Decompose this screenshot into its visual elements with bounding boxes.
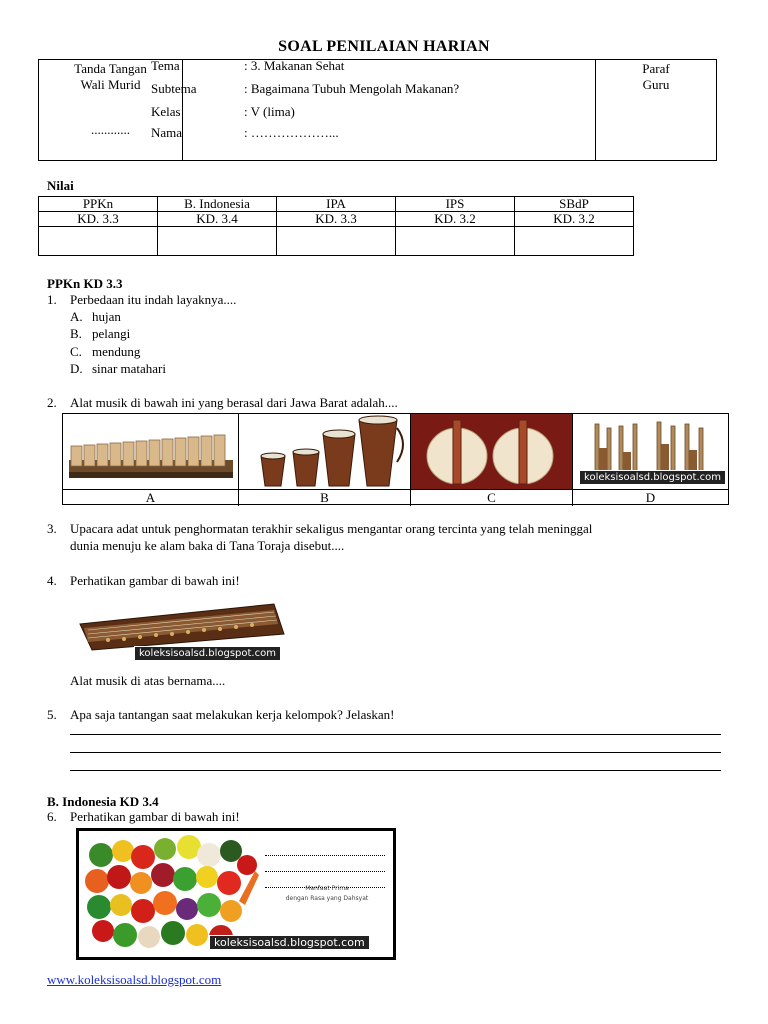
watermark-text: koleksisoalsd.blogspot.com [579, 470, 726, 485]
question-number: 3. [47, 521, 57, 536]
xylophone-image [63, 414, 239, 489]
instrument-label-row [63, 489, 728, 506]
score-entry-cell[interactable] [158, 227, 277, 256]
watermark-text: koleksisoalsd.blogspot.com [134, 646, 281, 661]
kd-cell: KD. 3.3 [39, 212, 158, 227]
parent-signature-label-1: Tanda Tangan [74, 61, 147, 76]
question-text: Perbedaan itu indah layaknya.... [70, 292, 237, 307]
question-text: Alat musik di bawah ini yang berasal dari Jawa Barat adalah.... [70, 395, 398, 410]
subject-row [39, 197, 634, 212]
info-value: : ………………... [244, 125, 339, 140]
instrument-image-d [573, 414, 728, 489]
section-ppkn-heading: PPKn KD 3.3 [47, 276, 123, 291]
answer-dotted-line[interactable] [265, 845, 385, 856]
nilai-label: Nilai [47, 178, 74, 193]
info-value: : V (lima) [244, 104, 295, 119]
question-text: Perhatikan gambar di bawah ini! [70, 573, 240, 588]
instrument-image-c [411, 414, 573, 489]
instrument-images-table [62, 413, 729, 505]
page-title: SOAL PENILAIAN HARIAN [278, 38, 490, 55]
subject-cell: IPS [396, 197, 515, 212]
footer-blog-link[interactable]: www.koleksisoalsd.blogspot.com [47, 972, 222, 987]
teacher-initial-label-2: Guru [642, 77, 670, 92]
subject-cell: SBdP [515, 197, 634, 212]
subject-cell: PPKn [39, 197, 158, 212]
question-number: 4. [47, 573, 57, 588]
subject-cell: B. Indonesia [158, 197, 277, 212]
question-text: Apa saja tantangan saat melakukan kerja kelompok? Jelaskan! [70, 707, 395, 722]
info-label: Subtema [151, 81, 197, 96]
score-entry-cell[interactable] [277, 227, 396, 256]
teacher-initial-cell [595, 60, 716, 161]
instrument-image-a [63, 414, 239, 489]
option-text: pelangi [92, 326, 131, 341]
option-text: mendung [92, 344, 141, 359]
question-text: dunia menuju ke alam baka di Tana Toraja disebut.... [70, 538, 345, 553]
info-label: Kelas [151, 104, 181, 119]
score-entry-row [39, 227, 634, 256]
section-bindonesia-heading: B. Indonesia KD 3.4 [47, 794, 159, 809]
option-text: sinar matahari [92, 361, 166, 376]
option-letter: D. [70, 361, 83, 376]
kd-row [39, 212, 634, 227]
subject-cell: IPA [277, 197, 396, 212]
question-number: 1. [47, 292, 57, 307]
score-entry-cell[interactable] [515, 227, 634, 256]
vegetables-poster-image [76, 828, 396, 960]
info-value: : 3. Makanan Sehat [244, 58, 345, 73]
question-number: 2. [47, 395, 57, 410]
info-label: Tema [151, 58, 180, 73]
info-label: Nama [151, 125, 183, 140]
question-text: Alat musik di atas bernama.... [70, 673, 226, 688]
question-number: 6. [47, 809, 57, 824]
answer-line[interactable] [70, 734, 721, 735]
kecapi-image [78, 594, 286, 662]
instrument-label: A [63, 490, 239, 506]
kd-cell: KD. 3.2 [515, 212, 634, 227]
kd-cell: KD. 3.3 [277, 212, 396, 227]
watermark-text: koleksisoalsd.blogspot.com [209, 935, 370, 950]
info-value: : Bagaimana Tubuh Mengolah Makanan? [244, 81, 460, 96]
kd-cell: KD. 3.4 [158, 212, 277, 227]
teacher-initial-label-1: Paraf [642, 61, 670, 76]
option-letter: A. [70, 309, 83, 324]
kd-cell: KD. 3.2 [396, 212, 515, 227]
header-box [38, 59, 717, 161]
question-number: 5. [47, 707, 57, 722]
instrument-label: C [411, 490, 573, 506]
sasando-image [411, 414, 573, 489]
poster-caption-2: dengan Rasa yang Dahsyat [285, 895, 369, 902]
instrument-label: B [239, 490, 411, 506]
answer-line[interactable] [70, 770, 721, 771]
answer-line[interactable] [70, 752, 721, 753]
parent-signature-dots: ............ [91, 122, 130, 137]
option-letter: C. [70, 344, 82, 359]
poster-caption-1: Manfaat Prima [305, 885, 349, 892]
score-entry-cell[interactable] [39, 227, 158, 256]
question-text: Upacara adat untuk penghormatan terakhir sekaligus mengantar orang tercinta yang telah meninggal [70, 521, 593, 536]
instrument-label: D [645, 490, 656, 505]
option-letter: B. [70, 326, 82, 341]
question-text: Perhatikan gambar di bawah ini! [70, 809, 240, 824]
answer-dotted-line[interactable] [265, 861, 385, 872]
score-entry-cell[interactable] [396, 227, 515, 256]
instrument-image-b [239, 414, 411, 489]
drums-image [239, 414, 411, 489]
option-text: hujan [92, 309, 121, 324]
parent-signature-label-2: Wali Murid [80, 77, 141, 92]
score-table [38, 196, 634, 256]
